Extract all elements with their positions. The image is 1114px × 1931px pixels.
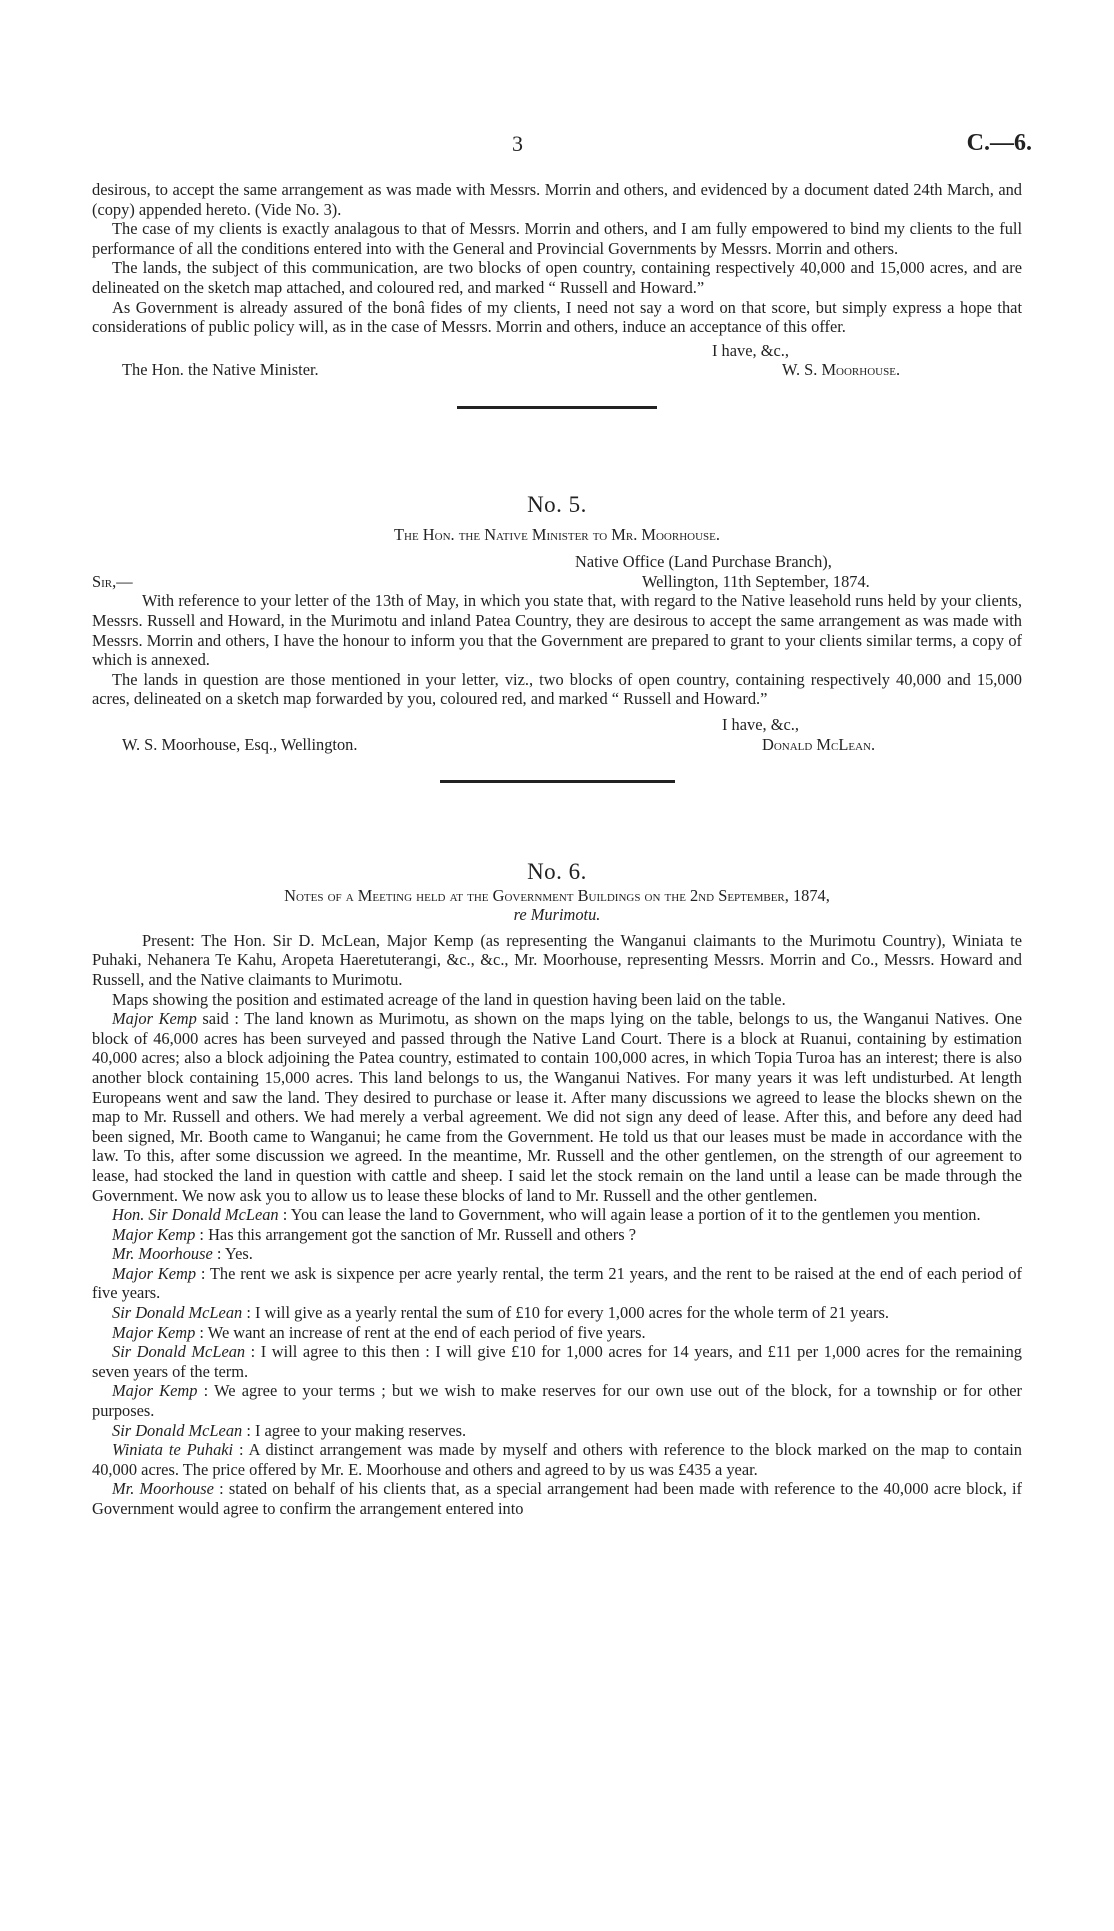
closing: I have, &c.,	[712, 340, 789, 360]
addressee: The Hon. the Native Minister.	[122, 360, 319, 380]
speech-text: The rent we ask is sixpence per acre yearly rental, the term 21 years, and the rent to be raised at the end of each period of five years.	[92, 1263, 1022, 1303]
speech-text: We want an increase of rent at the end of each period of five years.	[207, 1322, 646, 1342]
section-heading: No. 6.	[527, 859, 587, 884]
speech-text: The land known as Murimotu, as shown on the maps lying on the table, belongs to us, the Wanganui Natives. One block of 46,000 acres has been surveyed and passed through the Native Land Court. There is a block at Ruanui, containing by estimation 40,000 acres; also a block adjoining the Patea country, estimated to contain 100,000 acres, in which Topia Turoa has an interest; there is also another block containing 15,000 acres. This land belongs to us, the Wanganui Natives. For many years it was left undisturbed. At length Europeans went and saw the land. They desired to purchase or lease it. After many discussions we agreed to lease the blocks shewn on the map to Mr. Russell and others. We had merely a verbal agreement. We did not sign any deed of lease. After this, and before any deed had been signed, Mr. Booth came to Wanganui; he came from the Government. He told us that our leases must be made in accordance with the law. To this, after some discussion we agreed. In the meantime, Mr. Russell and the other gentlemen, on the strength of our agreement to lease, had stocked the land in question with cattle and sheep. I said let the stock remain on the land until a lease can be made through the Government. We now ask you to allow us to lease these blocks of land to Mr. Russell and the other gentlemen.	[92, 1009, 1022, 1205]
addressee: W. S. Moorhouse, Esq., Wellington.	[122, 734, 358, 754]
signature: Donald McLean.	[762, 734, 876, 754]
meeting-title: Notes of a Meeting held at the Government Buildings on the 2nd September, 1874,	[284, 885, 830, 905]
section-no-6	[92, 859, 1023, 1519]
meeting-title-re: re Murimotu.	[513, 905, 601, 925]
speech: Mr. Moorhouse : stated on behalf of his clients that, as a special arrangement had been made with reference to the 40,000 acre block, if Government would agree to confirm the arrangement entered into	[92, 1479, 1022, 1518]
speaker-name: Sir Donald McLean	[112, 1342, 246, 1362]
speaker-name: Hon. Sir Donald McLean	[112, 1205, 279, 1225]
section-divider	[457, 406, 657, 409]
section-subheading: The Hon. the Native Minister to Mr. Moorhouse.	[394, 524, 720, 544]
signature: W. S. Moorhouse.	[782, 360, 901, 380]
speech: Major Kemp said : The land known as Murimotu, as shown on the maps lying on the table, belongs to us, the Wanganui Natives. One block of 46,000 acres has been surveyed and passed through the Native Land Court. There is a block at Ruanui, containing by estimation 40,000 acres; also a block adjoining the Patea country, estimated to contain 100,000 acres, in which Topia Turoa has an interest; there is also another block containing 15,000 acres. This land belongs to us, the Wanganui Natives. For many years it was left undisturbed. At length Europeans went and saw the land. They desired to purchase or lease it. After many discussions we agreed to lease the blocks shewn on the map to Mr. Russell and others. We had merely a verbal agreement. We did not sign any deed of lease. After this, and before any deed had been signed, Mr. Booth came to Wanganui; he came from the Government. He told us that our leases must be made in accordance with the law. To this, after some discussion we agreed. In the meantime, Mr. Russell and the other gentlemen, on the strength of our agreement to lease, had stocked the land in question with cattle and sheep. I said let the stock remain on the land until a lease can be made through the Government. We now ask you to allow us to lease these blocks of land to Mr. Russell and the other gentlemen.	[92, 1009, 1022, 1205]
paragraph: The case of my clients is exactly analagous to that of Messrs. Morrin and others, and I am fully empowered to bind my clients to the full performance of all the conditions entered into with the General and Provincial Governments by Messrs. Morrin and others.	[92, 219, 1022, 258]
document-reference: C.—6.	[966, 130, 1032, 156]
letter-continuation	[92, 180, 1022, 409]
speech-text: Yes.	[224, 1244, 253, 1264]
paragraph: With reference to your letter of the 13th of May, in which you state that, with regard to the Native leasehold runs held by your clients, Messrs. Russell and Howard, in the Murimotu and inland Patea Country, they are desirous to accept the same arrangement as was made with Messrs. Morrin and others, I have the honour to inform you that the Government are prepared to grant to your clients similar terms, a copy of which is annexed.	[92, 591, 1022, 670]
speech-text: We agree to your terms ; but we wish to make reserves for our own use out of the block, for a township or for other purposes.	[92, 1381, 1022, 1421]
date-line: Wellington, 11th September, 1874.	[642, 571, 870, 591]
paragraph: As Government is already assured of the bonâ fides of my clients, I need not say a word on that score, but simply express a hope that considerations of public policy will, as in the case of Messrs. Morrin and others, induce an acceptance of this offer.	[92, 297, 1022, 337]
salutation: Sir,—	[92, 571, 133, 591]
speaker-name: Major Kemp	[112, 1009, 197, 1029]
speech-text: I agree to your making reserves.	[254, 1420, 467, 1440]
speech-text: Has this arrangement got the sanction of Mr. Russell and others ?	[208, 1224, 636, 1244]
speech: Sir Donald McLean : I will agree to this then : I will give £10 for 1,000 acres for 14 years, and £11 per 1,000 acres for the remaining seven years of the term.	[92, 1342, 1023, 1381]
section-no-5	[92, 492, 1022, 783]
page-number: 3	[512, 131, 523, 156]
paragraph: The lands in question are those mentioned in your letter, viz., two blocks of open country, containing respectively 40,000 and 15,000 acres, delineated on a sketch map forwarded by you, coloured red, and marked “ Russell and Howard.”	[92, 669, 1022, 709]
paragraph: Maps showing the position and estimated acreage of the land in question having been laid on the table.	[112, 989, 786, 1009]
present-list: Present: The Hon. Sir D. McLean, Major Kemp (as representing the Wanganui claimants to the Murimotu Country), Winiata te Puhaki, Nehanera Te Kahu, Aropeta Haeretuterangi, &c., &c., Mr. Moorhouse, representing Messrs. Morrin and Co., Messrs. Howard and Russell, and the Native claimants to Murimotu.	[92, 930, 1022, 989]
page-header	[92, 130, 1032, 166]
speech: Hon. Sir Donald McLean : You can lease the land to Government, who will again lease a portion of it to the gentlemen you mention.	[112, 1205, 981, 1225]
speech: Sir Donald McLean : I will give as a yearly rental the sum of £10 for every 1,000 acres for the whole term of 21 years.	[112, 1303, 889, 1323]
speech-text: stated on behalf of his clients that, as a special arrangement had been made with reference to the 40,000 acre block, if Government would agree to confirm the arrangement entered into	[92, 1479, 1022, 1518]
speaker-name: Sir Donald McLean	[112, 1303, 243, 1323]
speaker-name: Mr. Moorhouse	[112, 1244, 213, 1264]
speech-text: I will give as a yearly rental the sum of £10 for every 1,000 acres for the whole term of 21 years.	[254, 1303, 889, 1323]
speaker-name: Sir Donald McLean	[112, 1420, 243, 1440]
speaker-name: Major Kemp	[112, 1381, 198, 1401]
speech: Major Kemp : The rent we ask is sixpence per acre yearly rental, the term 21 years, and the rent to be raised at the end of each period of five years.	[92, 1263, 1022, 1303]
section-divider	[440, 780, 675, 783]
speaker-name: Major Kemp	[112, 1322, 196, 1342]
speech: Major Kemp : Has this arrangement got the sanction of Mr. Russell and others ?	[112, 1224, 636, 1244]
speaker-name: Major Kemp	[112, 1224, 196, 1244]
speech: Sir Donald McLean : I agree to your making reserves.	[112, 1420, 467, 1440]
office-line: Native Office (Land Purchase Branch),	[575, 552, 832, 572]
speech-text: A distinct arrangement was made by myself and others with reference to the block marked on the map to contain 40,000 acres. The price offered by Mr. E. Moorhouse and others and agreed to by us was £435 a year.	[92, 1440, 1022, 1479]
section-heading: No. 5.	[527, 492, 587, 517]
speaker-name: Mr. Moorhouse	[112, 1479, 214, 1499]
speaker-name: Major Kemp	[112, 1263, 197, 1283]
closing: I have, &c.,	[722, 714, 799, 734]
speech-text: I will agree to this then : I will give £10 for 1,000 acres for 14 years, and £11 per 1,000 acres for the remaining seven years of the term.	[92, 1342, 1023, 1381]
speech: Winiata te Puhaki : A distinct arrangement was made by myself and others with reference to the block marked on the map to contain 40,000 acres. The price offered by Mr. E. Moorhouse and others and agreed to by us was £435 a year.	[92, 1440, 1022, 1479]
speech-text: You can lease the land to Government, who will again lease a portion of it to the gentlemen you mention.	[290, 1205, 981, 1225]
speech: Major Kemp : We want an increase of rent at the end of each period of five years.	[112, 1322, 646, 1342]
speech: Major Kemp : We agree to your terms ; but we wish to make reserves for our own use out of the block, for a township or for other purposes.	[92, 1381, 1022, 1421]
paragraph: desirous, to accept the same arrangement as was made with Messrs. Morrin and others, and evidenced by a document dated 24th March, and (copy) appended hereto. (Vide No. 3).	[92, 180, 1022, 219]
speech: Mr. Moorhouse : Yes.	[112, 1244, 253, 1264]
paragraph: The lands, the subject of this communication, are two blocks of open country, containing respectively 40,000 and 15,000 acres, and are delineated on the sketch map attached, and coloured red, and marked “ Russell and Howard.”	[92, 258, 1022, 297]
speaker-name: Winiata te Puhaki	[112, 1440, 234, 1460]
